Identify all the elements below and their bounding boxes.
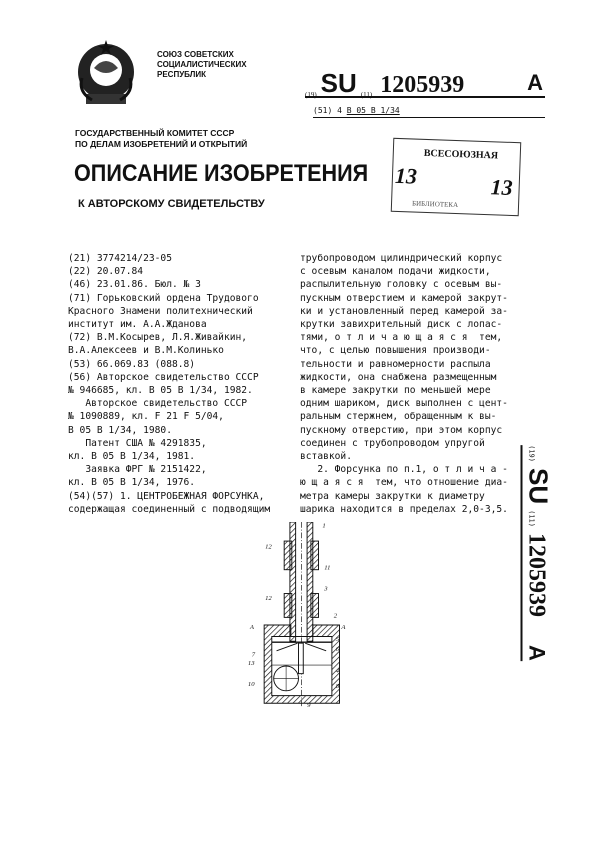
text-line: ю щ а я с я тем, что отношение диа-	[300, 477, 508, 489]
patent-number: 1205939	[523, 532, 550, 617]
ussr-emblem-icon	[72, 38, 140, 110]
body	[264, 625, 339, 703]
code-19: (19)	[305, 91, 317, 99]
country-code: SU	[523, 467, 554, 504]
text-line: (53) 66.069.83 (088.8)	[68, 358, 196, 370]
text-line: ральным стержнем, обращенным к вы-	[300, 411, 497, 423]
kind-code: A	[524, 644, 550, 661]
code-19: (19)	[527, 444, 536, 462]
drawing-label: A	[249, 623, 254, 631]
bibliographic-column	[68, 252, 270, 516]
code-11: (11)	[360, 91, 373, 99]
ipc-classification	[313, 106, 545, 118]
drawing-label: 6	[335, 645, 340, 653]
text-line: Заявка ФРГ № 2151422,	[68, 464, 207, 476]
drawing-label: 3	[324, 585, 328, 593]
drawing-label: 12	[265, 595, 272, 603]
committee-line: ПО ДЕЛАМ ИЗОБРЕТЕНИЙ И ОТКРЫТИЙ	[75, 139, 248, 149]
text-line: (54)(57) 1. ЦЕНТРОБЕЖНАЯ ФОРСУНКА,	[68, 490, 265, 502]
text-line: (21) 3774214/23-05	[68, 253, 172, 264]
text-line: вставкой.	[300, 451, 352, 463]
publication-number	[305, 68, 545, 98]
text-line: метра камеры закрутки к диаметру	[300, 490, 485, 502]
drawing-label: 8	[335, 682, 340, 690]
nozzle-drawing	[228, 522, 348, 708]
text-line: тельности и равномерности распыла	[300, 358, 491, 370]
text-line: (56) Авторское свидетельство СССР	[68, 371, 259, 383]
drawing-label: 5	[335, 636, 340, 644]
text-line: крутки завихрительный диск с лопас-	[300, 319, 503, 331]
drawing-label: 13	[247, 660, 255, 668]
country-code: SU	[320, 68, 357, 98]
ipc-class: B 05 B 1/34	[346, 106, 400, 115]
stamp-top: ВСЕСОЮЗНАЯ	[423, 147, 499, 162]
kind-code: A	[527, 70, 543, 95]
text-line: (22) 20.07.84	[68, 266, 144, 278]
text-line: Красного Знамени политехнический	[68, 305, 253, 317]
text-line: (71) Горьковский ордена Трудового	[68, 292, 259, 304]
drawing-label: 11	[324, 564, 331, 572]
text-line: жидкости, она снабжена размещенным	[300, 371, 497, 383]
text-line: что, с целью повышения производи-	[300, 345, 491, 357]
drawing-label: 10	[247, 681, 255, 689]
stamp-right-number: 13	[490, 174, 514, 200]
drawing-label: 7	[251, 651, 256, 659]
patent-number: 1205939	[380, 72, 465, 98]
document-subtitle: К АВТОРСКОМУ СВИДЕТЕЛЬСТВУ	[78, 198, 265, 210]
text-line: (46) 23.01.86. Бюл. № 3	[68, 279, 201, 291]
union-line: СОЦИАЛИСТИЧЕСКИХ	[157, 60, 247, 69]
committee-line: ГОСУДАРСТВЕННЫЙ КОМИТЕТ СССР	[75, 128, 235, 138]
stamp-bottom: БИБЛИОТЕКА	[411, 199, 459, 210]
union-name	[157, 50, 247, 80]
stamp-left-number: 13	[394, 162, 418, 189]
text-line: содержащая соединенный с подводящим	[68, 503, 271, 515]
text-line: № 1090889, кл. F 21 F 5/04,	[68, 411, 224, 423]
text-line: институт им. А.А.Жданова	[68, 319, 207, 331]
drawing-label: 12	[265, 543, 272, 551]
text-line: кл. В 05 В 1/34, 1981.	[68, 451, 196, 463]
drawing-label: A	[341, 623, 346, 631]
text-line: трубопроводом цилиндрический корпус	[300, 253, 503, 264]
drawing-label: 1	[322, 522, 326, 530]
drawing-label: 2	[333, 612, 338, 620]
text-line: кл. В 05 В 1/34, 1976.	[68, 477, 196, 489]
text-line: соединен с трубопроводом упругой	[300, 437, 485, 449]
text-line: пускным отверстием и камерой закрут-	[300, 292, 508, 304]
ipc-code: (51) 4	[313, 106, 342, 115]
text-line: в камере закрутки по меньшей мере	[300, 385, 491, 397]
text-line: одним шариком, диск выполнен с цент-	[300, 398, 508, 410]
text-line: ки и установленный перед камерой за-	[300, 305, 508, 317]
union-line: СОЮЗ СОВЕТСКИХ	[157, 50, 234, 59]
text-line: с осевым каналом подачи жидкости,	[300, 266, 491, 278]
library-stamp	[391, 138, 522, 216]
text-line: 2. Форсунка по п.1, о т л и ч а -	[300, 464, 508, 476]
drawing-label: 9	[307, 702, 311, 708]
text-line: распылительную головку с осевым вы-	[300, 279, 503, 291]
text-line: Авторское свидетельство СССР	[68, 398, 248, 410]
text-line: В.А.Алексеев и В.М.Колинько	[68, 345, 224, 357]
text-line: (72) В.М.Косырев, Л.Я.Живайкин,	[68, 332, 248, 344]
text-line: пускному отверстию, при этом корпус	[300, 424, 503, 436]
text-line: тями, о т л и ч а ю щ а я с я тем,	[300, 332, 503, 344]
vertical-patent-number	[512, 440, 562, 665]
drawing-label: 4	[335, 667, 340, 675]
text-line: В 05 В 1/34, 1980.	[68, 424, 172, 436]
text-line: Патент США № 4291835,	[68, 437, 207, 449]
union-line: РЕСПУБЛИК	[157, 70, 206, 79]
text-line: шарика находится в пределах 2,0-3,5.	[300, 503, 508, 515]
committee-name	[75, 128, 247, 150]
text-line: № 946685, кл. В 05 В 1/34, 1982.	[68, 385, 253, 397]
claims-column	[300, 252, 508, 516]
code-11: (11)	[527, 509, 536, 527]
document-title: ОПИСАНИЕ ИЗОБРЕТЕНИЯ	[74, 160, 369, 187]
